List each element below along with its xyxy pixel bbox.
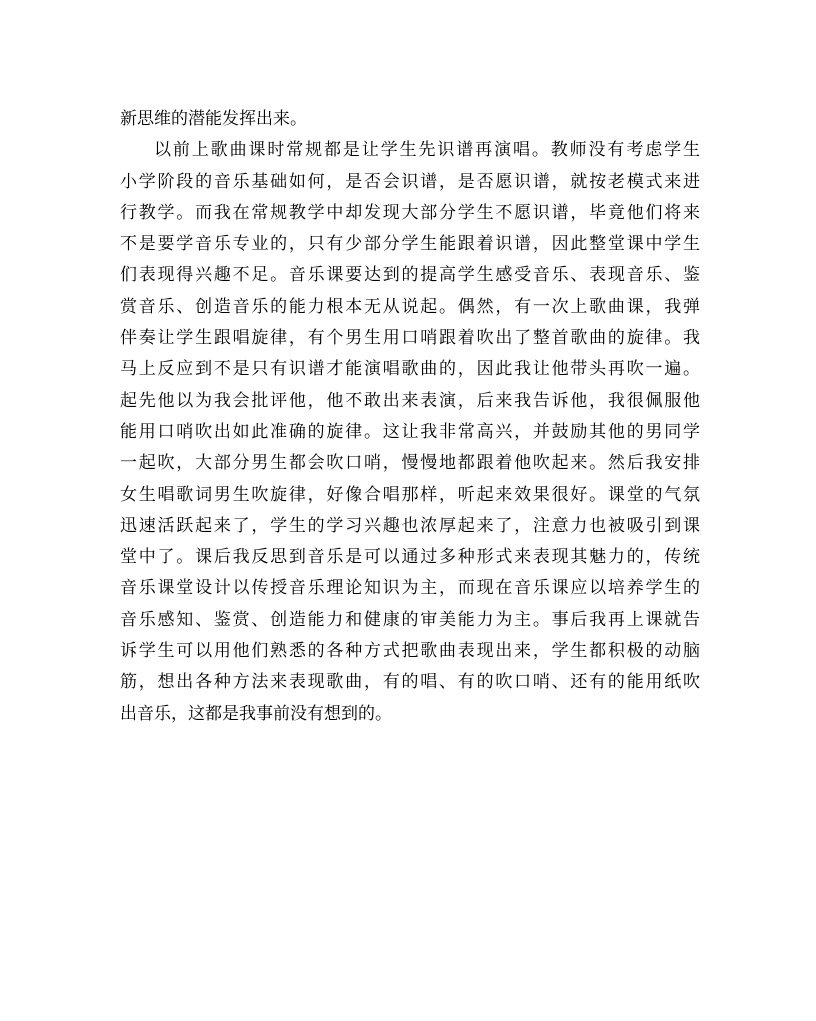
body-text: [120, 104, 700, 730]
text-line: 马上反应到不是只有识谱才能演唱歌曲的，因此我让他带头再吹一遍。: [120, 359, 700, 380]
text-line: 筋，想出各种方法来表现歌曲，有的唱、有的吹口哨、还有的能用纸吹: [120, 672, 700, 693]
text-line: 堂中了。课后我反思到音乐是可以通过多种形式来表现其魅力的，传统: [120, 547, 700, 568]
text-line: 音乐感知、鉴赏、创造能力和健康的审美能力为主。事后我再上课就告: [120, 609, 700, 630]
text-line: 女生唱歌词男生吹旋律，好像合唱那样，听起来效果很好。课堂的气氛: [120, 484, 700, 505]
text-line: 伴奏让学生跟唱旋律，有个男生用口哨跟着吹出了整首歌曲的旋律。我: [120, 328, 700, 349]
text-line: 赏音乐、创造音乐的能力根本无从说起。偶然，有一次上歌曲课，我弹: [120, 296, 700, 317]
text-line: 以前上歌曲课时常规都是让学生先识谱再演唱。教师没有考虑学生: [154, 140, 700, 161]
text-line: 一起吹，大部分男生都会吹口哨，慢慢地都跟着他吹起来。然后我安排: [120, 453, 700, 474]
text-line: 能用口哨吹出如此准确的旋律。这让我非常高兴，并鼓励其他的男同学: [120, 421, 700, 442]
text-line: 不是要学音乐专业的，只有少部分学生能跟着识谱，因此整堂课中学生: [120, 234, 700, 255]
text-line: 们表现得兴趣不足。音乐课要达到的提高学生感受音乐、表现音乐、鉴: [120, 265, 700, 286]
text-line: 新思维的潜能发挥出来。: [120, 109, 307, 129]
text-line: 行教学。而我在常规教学中却发现大部分学生不愿识谱，毕竟他们将来: [120, 202, 700, 223]
text-line: 小学阶段的音乐基础如何，是否会识谱，是否愿识谱，就按老模式来进: [120, 171, 700, 192]
text-line: 音乐课堂设计以传授音乐理论知识为主，而现在音乐课应以培养学生的: [120, 578, 700, 599]
text-line: 起先他以为我会批评他，他不敢出来表演，后来我告诉他，我很佩服他: [120, 390, 700, 411]
text-line: 出音乐，这都是我事前没有想到的。: [120, 703, 392, 724]
text-line: 诉学生可以用他们熟悉的各种方式把歌曲表现出来，学生都积极的动脑: [120, 641, 700, 662]
text-line: 迅速活跃起来了，学生的学习兴趣也浓厚起来了，注意力也被吸引到课: [120, 515, 700, 536]
